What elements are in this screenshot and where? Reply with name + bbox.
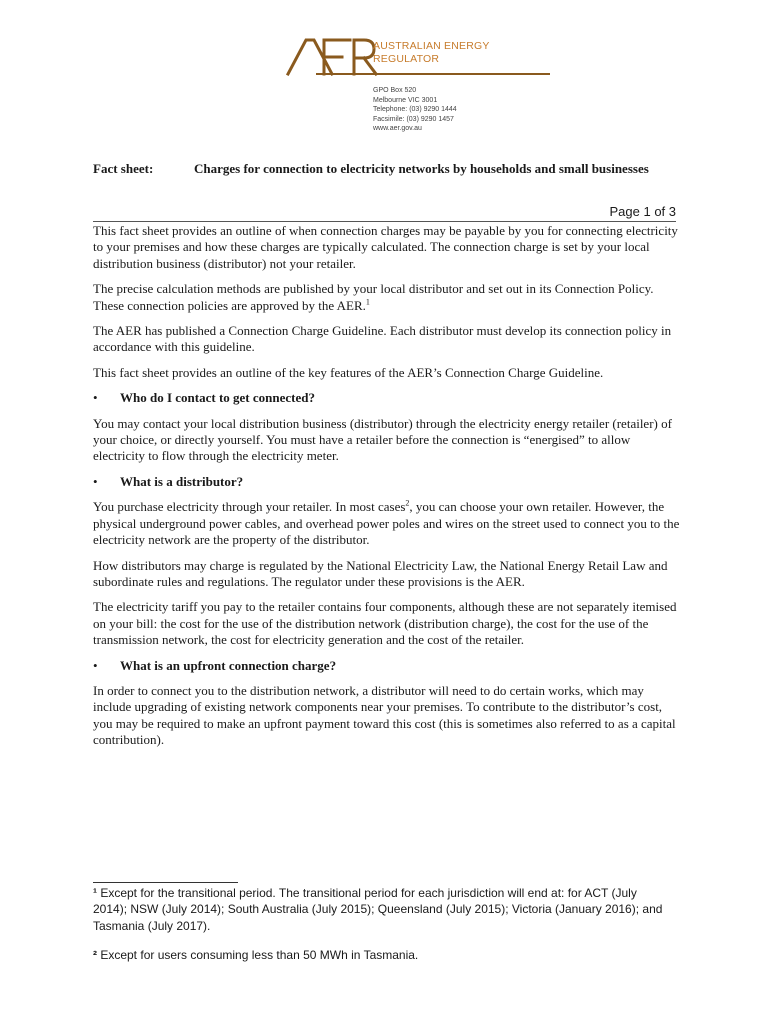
- document-title: Charges for connection to electricity networks by households and small businesses: [194, 161, 649, 176]
- footnote-mark: ²: [93, 948, 97, 962]
- bullet: •: [93, 473, 98, 489]
- footnote-divider: [93, 882, 238, 883]
- paragraph-guideline: The AER has published a Connection Charge Guideline. Each distributor must develop its connection policy in accordance with this guideline.: [93, 323, 672, 355]
- paragraph-upfront: In order to connect you to the distribution network, a distributor will need to do certain works, which may include upgrading of existing network components near your premises. To contribute to the distributor’s cost, you may be required to make an upfront payment toward this cost (this is sometimes also referred to as a capital contribution).: [93, 682, 676, 748]
- facsimile: Facsimile: (03) 9290 1457: [373, 115, 454, 123]
- paragraph-tariff: The electricity tariff you pay to the retailer contains four components, although these are not separately itemised on your bill: the cost for the use of the distribution network (distribution charge), the cost for the use of the transmission network, the cost for electricity generation and the cost of the retailer.: [93, 599, 677, 648]
- paragraph-outline: This fact sheet provides an outline of the key features of the AER’s Connection Charge Guideline.: [93, 364, 604, 380]
- footnote-text: Except for the transitional period. The transitional period for each jurisdiction will end at: for ACT (July 2014); NSW (July 2014); South Australia (July 2015); Queensland (July 2015); Victoria (January 2016); and Tasmania (July 2017).: [93, 886, 663, 933]
- heading-text: What is a distributor?: [120, 473, 244, 489]
- paragraph-distributor: [93, 499, 683, 548]
- paragraph-intro: This fact sheet provides an outline of when connection charges may be payable by you for connecting electricity to your premises and how these charges are typically calculated. The connection charge is set by your local distribution business (distributor) not your retailer.: [93, 223, 678, 271]
- footnote-ref-2[interactable]: 2: [405, 498, 410, 508]
- heading-text: What is an upfront connection charge?: [120, 657, 337, 673]
- footnote-2: [93, 947, 668, 963]
- org-name-line1: AUSTRALIAN ENERGY: [373, 40, 490, 52]
- contact-details: [373, 86, 457, 134]
- org-name-line2: REGULATOR: [373, 53, 440, 65]
- city: Melbourne VIC 3001: [373, 96, 438, 104]
- bullet: •: [93, 390, 98, 406]
- telephone: Telephone: (03) 9290 1444: [373, 106, 457, 114]
- website: www.aer.gov.au: [373, 125, 422, 133]
- heading-text: Who do I contact to get connected?: [120, 390, 315, 406]
- document-body: [93, 223, 683, 758]
- footnote-text: Except for users consuming less than 50 MWh in Tasmania.: [97, 948, 419, 962]
- footnote-mark: ¹: [93, 886, 97, 900]
- heading-what-is-distributor: [93, 474, 683, 490]
- paragraph-calculation-methods: [93, 281, 683, 314]
- bullet: •: [93, 657, 98, 673]
- page-indicator: Page 1 of 3: [609, 204, 676, 219]
- paragraph-text: You purchase electricity through your retailer. In most cases: [93, 499, 406, 515]
- footnote-ref-1[interactable]: 1: [365, 297, 370, 307]
- paragraph-regulation: How distributors may charge is regulated by the National Electricity Law, the National Energy Retail Law and subordinate rules and regulations. The regulator under these provisions is the AER.: [93, 557, 668, 589]
- paragraph-text: , you can choose your own retailer. However, the physical underground power cables, and overhead power poles and wires on the street used to connect you to the electricity network are the property of the distributor.: [93, 499, 680, 548]
- paragraph-text: The precise calculation methods are published by your local distributor and set out in its Connection Policy. These connection policies are approved by the AER.: [93, 281, 654, 313]
- footnote-1: [93, 885, 668, 934]
- paragraph-contact: You may contact your local distribution business (distributor) through the electricity energy retailer (retailer) of your choice, or directly yourself. You must have a retailer before the connection is “energised” to allow electricity to flow through the electricity meter.: [93, 415, 672, 464]
- heading-upfront-charge: [93, 658, 683, 674]
- heading-who-to-contact: [93, 390, 683, 406]
- title-divider: [93, 221, 676, 222]
- fact-sheet-label: Fact sheet:: [93, 161, 154, 176]
- po-box: GPO Box 520: [373, 87, 417, 94]
- org-name: [373, 40, 548, 66]
